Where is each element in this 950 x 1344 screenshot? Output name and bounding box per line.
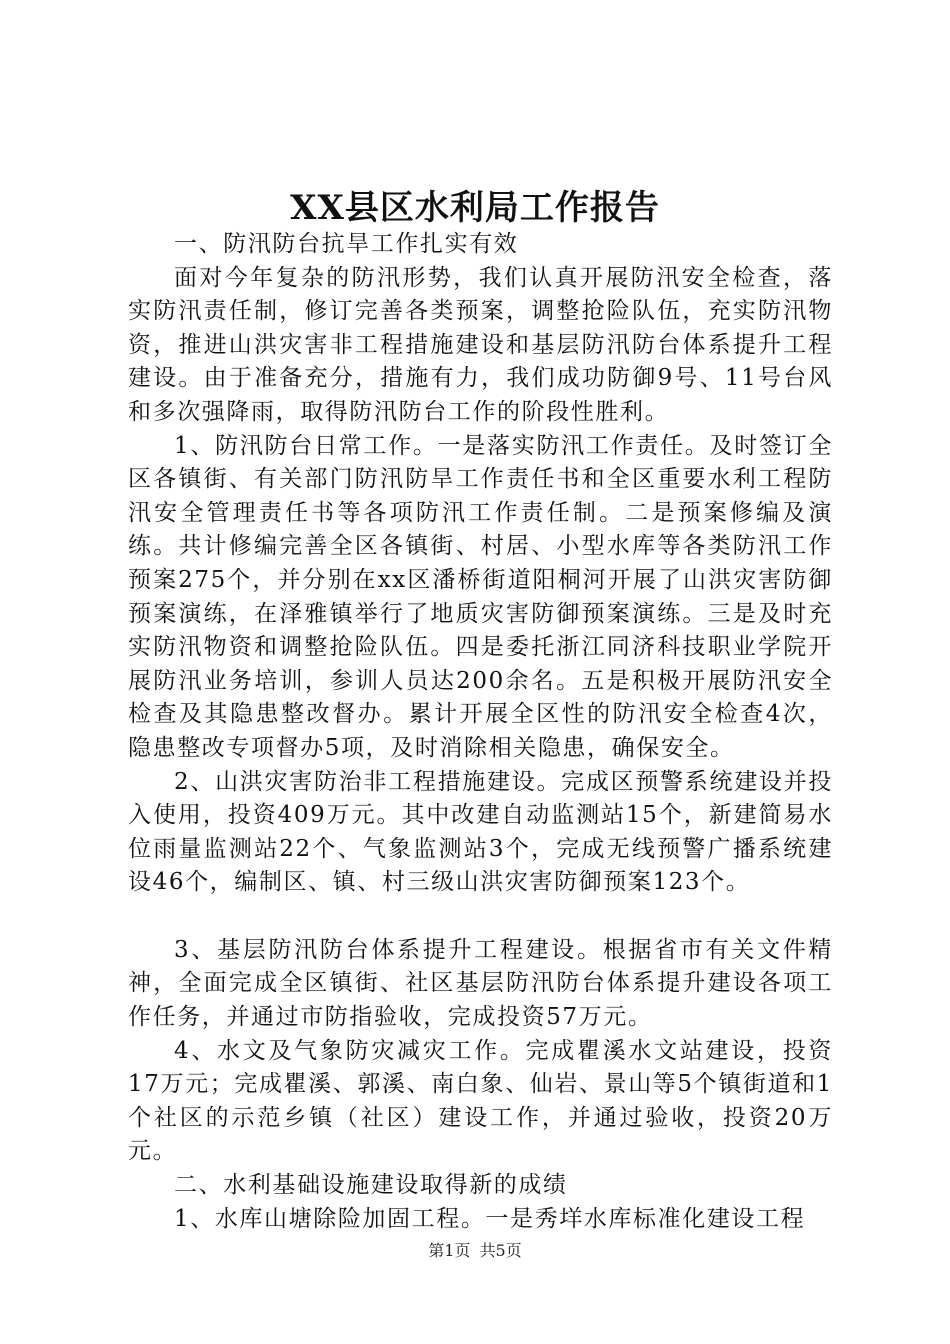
page-number: 第1页 xyxy=(428,1241,471,1260)
section-heading-1: 一、防汛防台抗旱工作扎实有效 xyxy=(174,231,519,257)
page-total: 共5页 xyxy=(479,1241,522,1260)
paragraph-item-1: 1、防汛防台日常工作。一是落实防汛工作责任。及时签订全区各镇街、有关部门防汛防旱工作责任书和全区重要水利工程防汛安全管理责任书等各项防汛工作责任制。二是预案修编及演练。共计修编完善全区各镇街、村居、小型水库等各类防汛工作预案275个，并分别在xx区潘桥街道阳桐河开展了山洪灾害防御预案演练，在泽雅镇举行了地质灾害防御预案演练。三是及时充实防汛物资和调整抢险队伍。四是委托浙江同济科技职业学院开展防汛业务培训，参训人员达200余名。五是积极开展防汛安全检查及其隐患整改督办。累计开展全区性的防汛安全检查4次，隐患整改专项督办5项，及时消除相关隐患，确保安全。 xyxy=(128,432,833,761)
paragraph-item-5: 1、水库山塘除险加固工程。一是秀垟水库标准化建设工程 xyxy=(174,1205,806,1232)
paragraph-item-2: 2、山洪灾害防治非工程措施建设。完成区预警系统建设并投入使用，投资409万元。其中改建自动监测站15个，新建简易水位雨量监测站22个、气象监测站3个，完成无线预警广播系统建设46个，编制区、镇、村三级山洪灾害防御预案123个。 xyxy=(128,768,833,896)
paragraph-intro: 面对今年复杂的防汛形势，我们认真开展防汛安全检查，落实防汛责任制，修订完善各类预案，调整抢险队伍，充实防汛物资，推进山洪灾害非工程措施建设和基层防汛防台体系提升工程建设。由于准备充分，措施有力，我们成功防御9号、11号台风和多次强降雨，取得防汛防台工作的阶段性胜利。 xyxy=(128,264,833,425)
section-heading-2: 二、水利基础设施建设取得新的成绩 xyxy=(174,1172,568,1199)
document-body xyxy=(128,228,833,1236)
page-footer xyxy=(0,1240,950,1262)
paragraph-item-4: 4、水文及气象防灾减灾工作。完成瞿溪水文站建设，投资17万元；完成瞿溪、郭溪、南白象、仙岩、景山等5个镇街道和1个社区的示范乡镇（社区）建设工作，并通过验收，投资20万元。 xyxy=(128,1037,833,1165)
document-title: XX县区水利局工作报告 xyxy=(290,188,660,228)
paragraph-gap xyxy=(128,900,833,934)
paragraph-item-3: 3、基层防汛防台体系提升工程建设。根据省市有关文件精神，全面完成全区镇街、社区基层防汛防台体系提升建设各项工作任务，并通过市防指验收，完成投资57万元。 xyxy=(128,936,833,1031)
